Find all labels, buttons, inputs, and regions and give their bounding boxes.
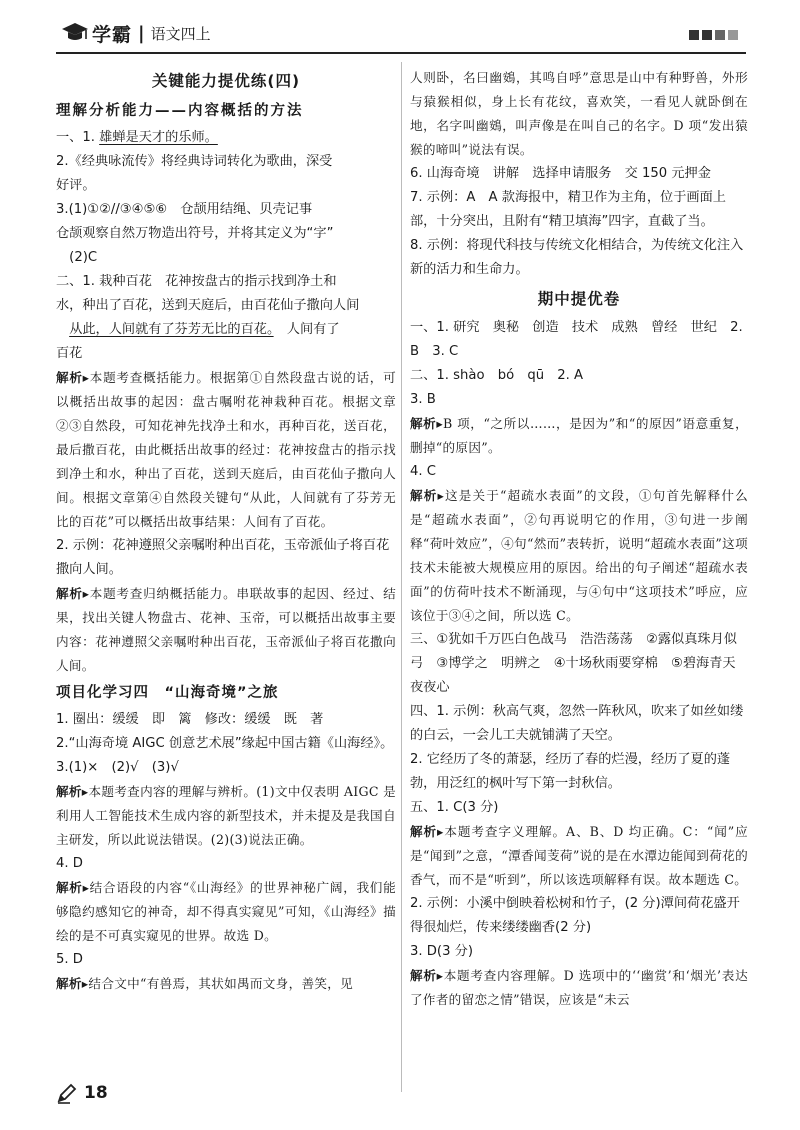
answer-text: 好评。 <box>56 178 96 193</box>
brand-name: 学霸 <box>92 23 133 46</box>
right-column <box>410 66 748 1012</box>
page-number: 18 <box>84 1083 108 1103</box>
analysis-tag: 解析▸ <box>410 416 443 431</box>
answer-line <box>56 246 396 270</box>
answer-line: 三、①犹如千万匹白色战马 浩浩荡荡 ②露似真珠月似弓 ③博学之 明辨之 ④十场秋雨要穿棉 ⑤碧海青天夜夜心 <box>410 632 737 695</box>
left-column <box>56 66 396 996</box>
answer-lines <box>56 126 396 366</box>
answer-text: 2.《经典咏流传》将经典诗词转化为歌曲，深受 <box>56 154 333 169</box>
analysis-paragraph <box>56 582 396 678</box>
answer-line: 3. D(3 分) <box>410 944 473 959</box>
underlined-answer: 雄蝉是天才的乐师。 <box>99 130 218 145</box>
answer-line: 5. D <box>56 952 83 967</box>
section-title: 关键能力提优练(四) <box>151 72 301 90</box>
answer-text: 一、1. <box>56 130 100 145</box>
square-decoration <box>702 30 712 40</box>
page-header <box>0 0 800 62</box>
answer-text: 3.(1)①②//③④⑤⑥ 仓颉用结绳、贝壳记事 <box>56 202 313 217</box>
square-decoration <box>728 30 738 40</box>
brand-logo <box>60 20 211 46</box>
answer-line <box>56 174 396 198</box>
analysis-text: 结合语段的内容“《山海经》的世界神秘广阔，我们能够隐约感知它的神奇，却不得真实窥见”可知，《山海经》描绘的是不可真实窥见的世界。故选 D。 <box>56 880 396 943</box>
analysis-tag: 解析▸ <box>56 586 90 601</box>
answer-line: 3.(1)× (2)√ (3)√ <box>56 760 179 775</box>
answer-line: 2. 示例：小溪中倒映着松树和竹子，(2 分)潭间荷花盛开得很灿烂，传来缕缕幽香(2 分) <box>410 896 740 935</box>
answer-line: 二、1. shào bó qū 2. A <box>410 368 584 383</box>
answer-line: 2.“山海奇境 AIGC 创意艺术展”缘起中国古籍《山海经》。 <box>56 736 394 751</box>
answer-text: 水，种出了百花，送到天庭后，由百花仙子撒向人间 <box>56 298 360 313</box>
answer-line <box>56 318 396 342</box>
answer-line <box>56 294 396 318</box>
analysis-tag: 解析▸ <box>410 824 444 839</box>
answer-line: 五、1. C(3 分) <box>410 800 499 815</box>
analysis-paragraph <box>56 366 396 534</box>
analysis-paragraph <box>56 876 396 948</box>
analysis-text: 本题考查内容的理解与辨析。(1)文中仅表明 AIGC 是利用人工智能技术生成内容的新型技术，并未提及是我国自主研发，所以此说法错误。(2)(3)说法正确。 <box>56 784 396 847</box>
project-title: 项目化学习四 “山海奇境”之旅 <box>56 685 279 701</box>
answer-line <box>56 150 396 174</box>
analysis-paragraph <box>56 780 396 852</box>
answer-line: 7. 示例：A A 款海报中，精卫作为主角，位于画面上部，十分突出，且附有“精卫填海”四字，直截了当。 <box>410 190 726 229</box>
answer-text: (2)C <box>56 250 98 265</box>
graduation-cap-icon <box>60 19 90 47</box>
underlined-answer: 从此，人间就有了芬芳无比的百花。 <box>69 322 274 337</box>
analysis-paragraph <box>410 820 748 892</box>
analysis-paragraph <box>56 972 396 996</box>
square-decoration <box>715 30 725 40</box>
analysis-tag: 解析▸ <box>56 976 89 991</box>
analysis-tag: 解析▸ <box>410 968 444 983</box>
answer-line: 2. 示例：花神遵照父亲嘱咐种出百花，玉帝派仙子将百花撒向人间。 <box>56 538 390 577</box>
analysis-paragraph <box>410 964 748 1012</box>
answer-text: 百花 <box>56 346 83 361</box>
book-subtitle: 语文四上 <box>150 24 211 43</box>
answer-line: 2. 它经历了冬的萧瑟，经历了春的烂漫，经历了夏的蓬勃，用泛红的枫叶写下第一封秋信。 <box>410 752 731 791</box>
answer-line <box>56 126 396 150</box>
pencil-icon <box>56 1082 78 1104</box>
analysis-tag: 解析▸ <box>56 784 89 799</box>
answer-line: 4. D <box>56 856 83 871</box>
brand-separator: | <box>138 22 145 44</box>
exam-title: 期中提优卷 <box>537 290 621 308</box>
page-footer <box>56 1082 108 1104</box>
page-squares-decoration <box>689 30 738 40</box>
analysis-continuation: 人则卧，名曰幽鴳，其鸣自呼”意思是山中有种野兽，外形与猿猴相似，身上长有花纹，喜欢笑，一看见人就卧倒在地，名字叫幽鴳，叫声像是在叫自己的名字。D 项“发出猿猴的啼叫”说法有误。 <box>410 70 748 157</box>
answer-text: 人间有了 <box>273 322 340 337</box>
answer-line <box>56 342 396 366</box>
header-rule <box>56 52 746 54</box>
answer-line: 3. B <box>410 392 436 407</box>
analysis-text: 本题考查归纳概括能力。串联故事的起因、经过、结果，找出关键人物盘古、花神、玉帝，可以概括出故事主要内容：花神遵照父亲嘱咐种出百花，玉帝派仙子将百花撒向人间。 <box>56 586 396 673</box>
answer-line: 8. 示例：将现代科技与传统文化相结合，为传统文化注入新的活力和生命力。 <box>410 238 744 277</box>
answer-text: 二、1. 栽种百花 花神按盘古的指示找到净土和 <box>56 274 337 289</box>
answer-line <box>56 198 396 222</box>
analysis-text: 本题考查概括能力。根据第①自然段盘古说的话，可以概括出故事的起因：盘古嘱咐花神栽种百花。根据文章②③自然段，可知花神先找净土和水，再种百花，送百花，最后撒百花，由此概括出故事的经过：花神按盘古的指示找到净土和水，种出了百花，送到天庭后，由百花仙子撒向人间。根据文章第④自然段关键句“从此，人间就有了芬芳无比的百花”可以概括出故事结果：人间有了百花。 <box>56 370 396 529</box>
answer-line: 一、1. 研究 奥秘 创造 技术 成熟 曾经 世纪 2. B 3. C <box>410 320 743 359</box>
answer-text: 仓颉观察自然万物造出符号，并将其定义为“字” <box>56 226 334 241</box>
answer-text <box>56 322 69 337</box>
analysis-paragraph <box>410 412 748 460</box>
answer-line: 四、1. 示例：秋高气爽，忽然一阵秋风，吹来了如丝如缕的白云，一会儿工夫就铺满了天空。 <box>410 704 744 743</box>
analysis-text: B 项，“之所以……，是因为”和“的原因”语意重复，删掉“的原因”。 <box>410 416 748 455</box>
answer-line: 4. C <box>410 464 436 479</box>
analysis-text: 这是关于“超疏水表面”的文段，①句首先解释什么是“超疏水表面”，②句再说明它的作用，③句进一步阐释“荷叶效应”，④句“然而”表转折，说明“超疏水表面”这项技术未能被大规模应用的原因。给出的句子阐述“超疏水表面”的仿荷叶技术不断涌现，与④句中“这项技术”呼应，应该位于③④之间，所以选 C。 <box>410 488 748 623</box>
column-divider <box>401 62 402 1092</box>
analysis-tag: 解析▸ <box>56 370 90 385</box>
analysis-text: 本题考查字义理解。A、B、D 均正确。C：“闻”应是“闻到”之意，“潭香闻芰荷”说的是在水潭边能闻到荷花的香气，而不是“听到”，所以该选项解释有误。故本题选 C。 <box>410 824 748 887</box>
analysis-paragraph <box>410 484 748 628</box>
analysis-text: 本题考查内容理解。D 选项中的‘‘幽赏’和‘烟光’表达了作者的留恋之情”错误，应该是“未云 <box>410 968 748 1007</box>
answer-line: 6. 山海奇境 讲解 选择申请服务 交 150 元押金 <box>410 166 711 181</box>
answer-line <box>56 222 396 246</box>
analysis-tag: 解析▸ <box>56 880 90 895</box>
section-subtitle: 理解分析能力——内容概括的方法 <box>56 103 304 119</box>
analysis-text: 结合文中“有兽焉，其状如禺而文身，善笑，见 <box>88 976 354 991</box>
square-decoration <box>689 30 699 40</box>
analysis-tag: 解析▸ <box>410 488 445 503</box>
answer-line: 1. 圈出：缓缓 即 篱 修改：缓缓 既 著 <box>56 712 324 727</box>
answer-line <box>56 270 396 294</box>
